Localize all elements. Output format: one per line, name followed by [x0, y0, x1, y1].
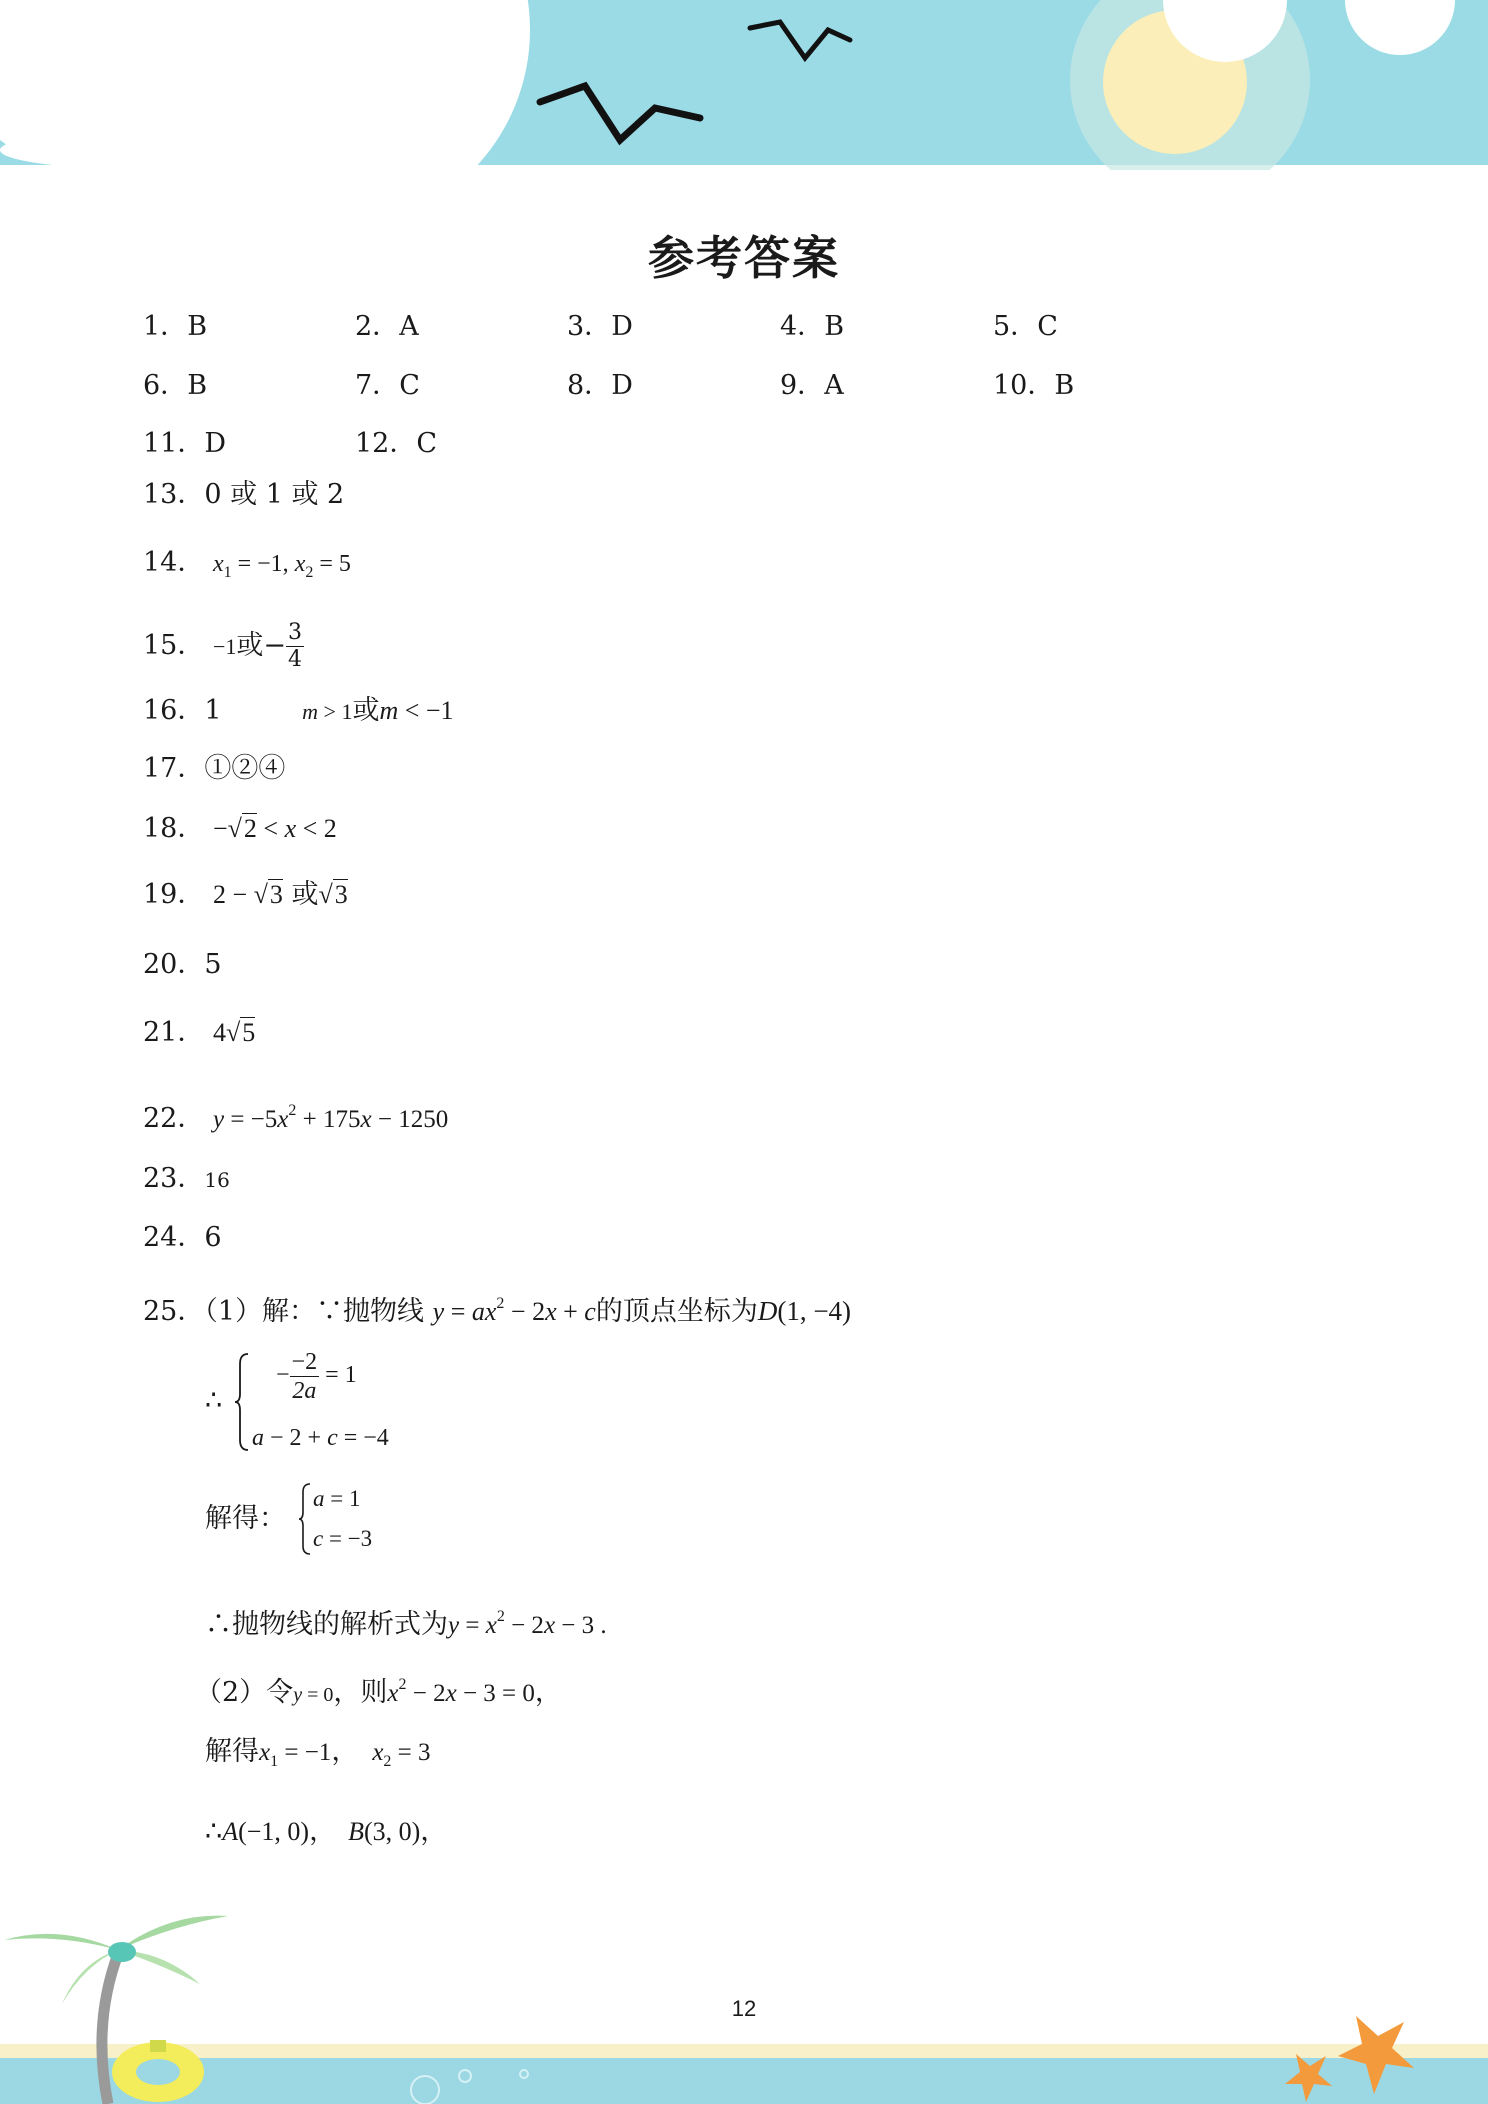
sand-strip	[0, 2044, 1488, 2058]
math-formula: 4√5	[212, 1018, 256, 1047]
answer-letter: B	[824, 311, 845, 342]
solution-text: ，则	[333, 1677, 388, 1708]
answer-21	[143, 1016, 255, 1050]
mc-answer	[143, 304, 207, 343]
question-number: 4．	[780, 311, 825, 342]
or-text: 或	[291, 879, 319, 910]
footer-beach-illustration	[0, 1904, 1488, 2104]
math-formula: $x_1 = -1$	[259, 1739, 332, 1770]
answer-letter: B	[1054, 370, 1075, 401]
answer-text: ①②④	[204, 753, 286, 784]
math-formula: −	[263, 630, 286, 661]
answer-17	[143, 752, 285, 786]
question-number: 16．	[143, 695, 205, 726]
answer-text: 0 或 1 或 2	[204, 479, 345, 510]
mc-answer	[780, 363, 844, 402]
answer-letter: D	[611, 370, 633, 401]
answer-25-points	[205, 1815, 447, 1849]
system-equation: a − 2 + c = −4	[252, 1425, 389, 1451]
answer-14	[143, 546, 351, 590]
answer-text: 6	[204, 1222, 222, 1253]
system-equation: − $\frac{-2}{2a}$ = 1	[276, 1349, 357, 1404]
system-equation: c = −3	[313, 1526, 373, 1551]
or-text: 或	[352, 695, 380, 726]
math-formula: $x^2 - 2x - 3 = 0$	[387, 1676, 535, 1707]
answer-25-conclusion	[205, 1600, 607, 1643]
answer-letter: C	[1037, 311, 1058, 342]
mc-answer	[143, 421, 226, 460]
answer-letter: A	[824, 370, 844, 401]
math-formula: $x_2 = 3$	[372, 1739, 431, 1770]
mc-answer	[567, 304, 633, 343]
math-formula: A(−1, 0)	[222, 1817, 310, 1846]
header-sky-illustration	[0, 0, 1488, 170]
question-number: 10．	[993, 370, 1055, 401]
solution-text: 解得	[205, 1736, 259, 1767]
solution-text: （1）解：∵抛物线	[204, 1296, 425, 1327]
question-number: 11．	[143, 428, 205, 459]
cloud-left	[0, 0, 530, 170]
answer-16	[143, 694, 454, 729]
answer-18	[143, 812, 337, 846]
answer-letter: B	[187, 311, 208, 342]
solution-text: ，	[420, 1816, 448, 1847]
question-number: 18．	[143, 813, 205, 844]
math-formula: 2 − √3	[212, 880, 283, 909]
question-number: 22．	[143, 1103, 205, 1134]
answer-letter: D	[204, 428, 227, 459]
solution-text: ∴抛物线的解析式为	[205, 1609, 448, 1640]
math-formula: −1	[212, 634, 237, 659]
question-number: 3．	[567, 311, 612, 342]
question-number: 15．	[143, 630, 205, 661]
mc-answer	[993, 304, 1058, 343]
math-formula: $x_1 = -1$, $x_2 = 5$	[212, 551, 351, 581]
solution-text: 解得：	[205, 1503, 286, 1534]
question-number: 7．	[355, 370, 400, 401]
sea-strip	[0, 2058, 1488, 2104]
fraction: $\frac{3}{4}$	[288, 620, 302, 672]
math-formula: √3	[318, 880, 348, 909]
mc-answer	[355, 304, 419, 343]
answer-20	[143, 948, 222, 982]
answer-letter: D	[611, 311, 633, 342]
mc-answer	[993, 363, 1074, 402]
answer-text: 5	[204, 949, 222, 980]
answer-24	[143, 1221, 222, 1255]
answer-19	[143, 878, 348, 912]
question-number: 14．	[143, 547, 205, 578]
page-number: 12	[731, 1996, 757, 2021]
math-formula: $y = ax^2 - 2x + c$	[432, 1295, 596, 1326]
answer-letter: A	[399, 311, 419, 342]
question-number: 24．	[143, 1222, 205, 1253]
question-number: 13．	[143, 479, 205, 510]
solution-text: ，	[309, 1816, 337, 1847]
math-formula: m < −1	[379, 696, 454, 725]
system-equation: a = 1	[313, 1486, 361, 1511]
solution-text: （2）令	[195, 1677, 294, 1708]
answer-letter: B	[187, 370, 208, 401]
math-formula: $y = -5x^2 + 175x - 1250$	[212, 1102, 449, 1133]
therefore-symbol: ∴	[205, 1816, 223, 1847]
question-number: 21．	[143, 1017, 205, 1048]
question-number: 12．	[355, 428, 417, 459]
question-number: 25．	[143, 1296, 205, 1327]
question-number: 20．	[143, 949, 205, 980]
question-number: 8．	[567, 370, 612, 401]
answer-13	[143, 478, 344, 512]
answer-25-roots	[205, 1735, 431, 1779]
answer-22	[143, 1094, 448, 1137]
answer-text: 16	[204, 1168, 230, 1192]
left-brace-icon	[298, 1482, 312, 1556]
solution-text: 的顶点坐标为	[595, 1296, 758, 1327]
question-number: 2．	[355, 311, 400, 342]
question-number: 1．	[143, 311, 188, 342]
math-formula: y = 0	[293, 1684, 334, 1706]
question-number: 6．	[143, 370, 188, 401]
math-formula: m > 1	[302, 699, 353, 724]
page-title: 参考答案	[648, 231, 840, 285]
mc-answer	[567, 363, 633, 402]
question-number: 19．	[143, 879, 205, 910]
solution-text: ，	[331, 1736, 359, 1767]
question-number: 9．	[780, 370, 825, 401]
left-brace-icon	[234, 1352, 252, 1452]
question-number: 17．	[143, 753, 205, 784]
mc-answer	[355, 421, 437, 460]
therefore-symbol: ∴	[205, 1385, 223, 1416]
math-formula: $y = x^2 - 2x - 3$ .	[448, 1608, 607, 1639]
mc-answer	[355, 363, 420, 402]
answer-25-part2	[195, 1668, 562, 1712]
math-formula: D(1, −4)	[757, 1296, 852, 1326]
answer-letter: C	[399, 370, 420, 401]
mc-answer	[780, 304, 844, 343]
question-number: 23．	[143, 1163, 205, 1194]
mc-answer	[143, 363, 207, 402]
answer-15	[143, 622, 304, 671]
answer-23	[143, 1162, 230, 1197]
math-formula: −√2 < x < 2	[212, 814, 337, 843]
answer-text: 1	[204, 695, 222, 726]
or-text: 或	[236, 630, 264, 661]
answer-25-intro	[143, 1287, 851, 1329]
question-number: 5．	[993, 311, 1038, 342]
solution-text: ，	[534, 1677, 562, 1708]
math-formula: B(3, 0)	[348, 1817, 421, 1846]
answer-letter: C	[416, 428, 438, 459]
